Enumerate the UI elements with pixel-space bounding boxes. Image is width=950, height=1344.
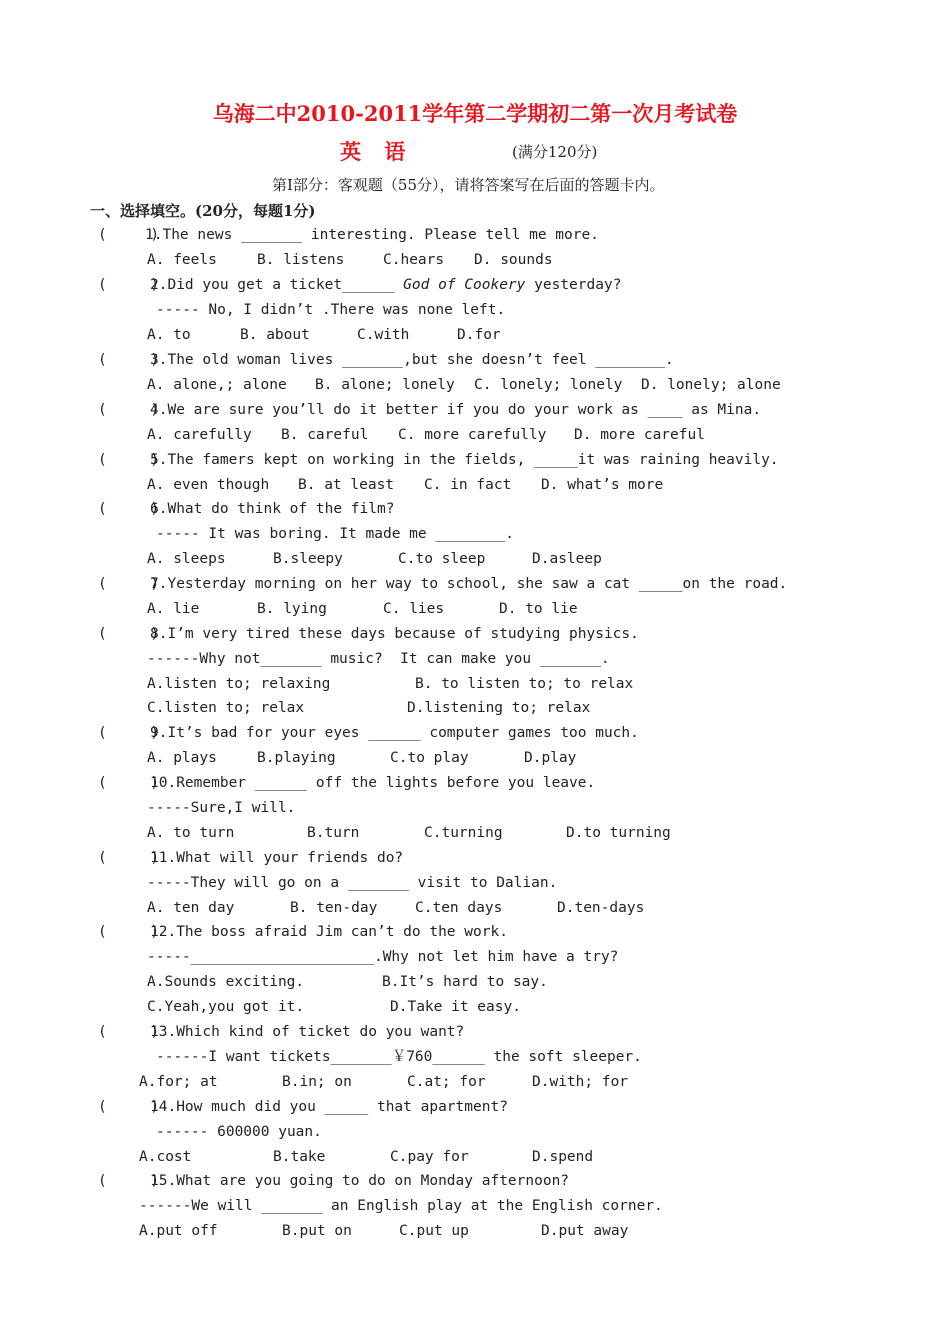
option-b: B. at least: [298, 477, 395, 493]
option-c: C.hears: [383, 252, 445, 268]
question-reply: ------I want tickets_______￥760______ the soft sleeper.: [156, 1049, 642, 1065]
option-d: D. more careful: [574, 427, 705, 443]
answer-paren[interactable]: ( ): [98, 1024, 160, 1040]
option-a: A. feels: [147, 252, 217, 268]
option-c: C.put up: [399, 1223, 469, 1239]
question-reply: ------ 600000 yuan.: [156, 1124, 322, 1140]
option-b: B.turn: [307, 825, 360, 841]
option-c: C.Yeah,you got it.: [147, 999, 305, 1015]
question-stem: [150, 275, 621, 295]
option-a: A.cost: [139, 1149, 192, 1165]
option-b: B.take: [273, 1149, 326, 1165]
option-c: C. lonely; lonely: [474, 377, 623, 393]
option-b: B.put on: [282, 1223, 352, 1239]
option-c: C.with: [357, 327, 410, 343]
option-c: C.at; for: [407, 1074, 486, 1090]
option-d: D.for: [457, 327, 501, 343]
option-b: B. careful: [281, 427, 369, 443]
option-c: C.turning: [424, 825, 503, 841]
option-c: C. more carefully: [398, 427, 547, 443]
answer-paren[interactable]: ( ): [98, 775, 160, 791]
question-stem: 1.The news _______ interesting. Please tell me more.: [145, 227, 599, 243]
option-c: C. lies: [383, 601, 445, 617]
answer-paren[interactable]: ( ): [98, 402, 160, 418]
option-a: A.listen to; relaxing: [147, 676, 331, 692]
question-stem: 5.The famers kept on working in the fields, _____it was raining heavily.: [150, 452, 779, 468]
question-reply: -----They will go on a _______ visit to Dalian.: [147, 875, 558, 891]
option-d: D.listening to; relax: [407, 700, 591, 716]
question-reply: -----Sure,I will.: [147, 800, 296, 816]
option-b: B.It’s hard to say.: [382, 974, 548, 990]
answer-paren[interactable]: ( ): [98, 1099, 160, 1115]
section-title: 一、选择填空。(20分，每题1分): [90, 202, 316, 220]
option-a: A. lie: [147, 601, 200, 617]
question-stem: 15.What are you going to do on Monday afternoon?: [150, 1173, 570, 1189]
option-c: C.pay for: [390, 1149, 469, 1165]
option-d: D.play: [524, 750, 577, 766]
answer-paren[interactable]: ( ): [98, 576, 160, 592]
question-stem: 8.I’m very tired these days because of studying physics.: [150, 626, 639, 642]
answer-paren[interactable]: ( ): [98, 725, 160, 741]
option-b: B. listens: [257, 252, 345, 268]
option-c: C.listen to; relax: [147, 700, 305, 716]
option-b: B. about: [240, 327, 310, 343]
option-b: B.sleepy: [273, 551, 343, 567]
question-stem: 12.The boss afraid Jim can’t do the work.: [150, 924, 508, 940]
option-a: A. to turn: [147, 825, 235, 841]
option-a: A. sleeps: [147, 551, 226, 567]
option-b: B.playing: [257, 750, 336, 766]
subject-title: 英 语: [340, 139, 414, 164]
question-stem: 3.The old woman lives _______,but she doesn’t feel ________.: [150, 352, 674, 368]
stem-italic-title: God of Cookery: [403, 277, 526, 293]
option-d: D.to turning: [566, 825, 671, 841]
question-stem: 4.We are sure you’ll do it better if you do your work as ____ as Mina.: [150, 402, 762, 418]
full-score: (满分120分): [512, 143, 598, 161]
option-d: D.Take it easy.: [390, 999, 521, 1015]
option-d: D. sounds: [474, 252, 553, 268]
option-b: B. to listen to; to relax: [415, 676, 634, 692]
answer-paren[interactable]: ( ): [98, 1173, 160, 1189]
part-instruction: 第Ⅰ部分：客观题（55分），请将答案写在后面的答题卡内。: [272, 176, 665, 194]
option-c: C. in fact: [424, 477, 512, 493]
question-stem: 7.Yesterday morning on her way to school, she saw a cat _____on the road.: [150, 576, 788, 592]
option-d: D. lonely; alone: [641, 377, 781, 393]
option-d: D.put away: [541, 1223, 629, 1239]
answer-paren[interactable]: ( ): [98, 352, 160, 368]
option-d: D.spend: [532, 1149, 594, 1165]
option-a: A. even though: [147, 477, 270, 493]
answer-paren[interactable]: ( ): [98, 924, 160, 940]
option-d: D.asleep: [532, 551, 602, 567]
option-b: B. ten-day: [290, 900, 378, 916]
answer-paren[interactable]: ( ): [98, 227, 160, 243]
question-reply: ----- No, I didn’t .There was none left.: [156, 302, 506, 318]
option-a: A.put off: [139, 1223, 218, 1239]
question-stem: 11.What will your friends do?: [150, 850, 404, 866]
answer-paren[interactable]: ( ): [98, 626, 160, 642]
option-a: A. ten day: [147, 900, 235, 916]
question-stem: 6.What do think of the film?: [150, 501, 395, 517]
option-a: A. to: [147, 327, 191, 343]
question-stem: 10.Remember ______ off the lights before you leave.: [150, 775, 596, 791]
answer-paren[interactable]: ( ): [98, 452, 160, 468]
option-a: A.for; at: [139, 1074, 218, 1090]
exam-title: 乌海二中2010-2011学年第二学期初二第一次月考试卷: [212, 101, 738, 126]
question-reply: ----- It was boring. It made me ________.: [156, 526, 514, 542]
option-a: A.Sounds exciting.: [147, 974, 305, 990]
answer-paren[interactable]: ( ): [98, 850, 160, 866]
option-d: D.ten-days: [557, 900, 645, 916]
option-a: A. alone,; alone: [147, 377, 287, 393]
option-c: C.to sleep: [398, 551, 486, 567]
option-d: D.with; for: [532, 1074, 629, 1090]
option-a: A. plays: [147, 750, 217, 766]
option-c: C.ten days: [415, 900, 503, 916]
option-b: B. alone; lonely: [315, 377, 455, 393]
option-d: D. what’s more: [541, 477, 664, 493]
question-stem: 13.Which kind of ticket do you want?: [150, 1024, 465, 1040]
question-reply: -----_____________________.Why not let him have a try?: [147, 949, 619, 965]
answer-paren[interactable]: ( ): [98, 501, 160, 517]
option-a: A. carefully: [147, 427, 252, 443]
question-stem: 9.It’s bad for your eyes ______ computer games too much.: [150, 725, 639, 741]
option-d: D. to lie: [499, 601, 578, 617]
stem-part: yesterday?: [525, 277, 622, 293]
stem-part: 2.Did you get a ticket______: [150, 277, 404, 293]
question-stem: 14.How much did you _____ that apartment?: [150, 1099, 508, 1115]
option-b: B. lying: [257, 601, 327, 617]
question-reply: ------Why not_______ music? It can make you _______.: [147, 651, 610, 667]
option-c: C.to play: [390, 750, 469, 766]
option-b: B.in; on: [282, 1074, 352, 1090]
question-reply: ------We will _______ an English play at the English corner.: [139, 1198, 663, 1214]
answer-paren[interactable]: ( ): [98, 277, 160, 293]
